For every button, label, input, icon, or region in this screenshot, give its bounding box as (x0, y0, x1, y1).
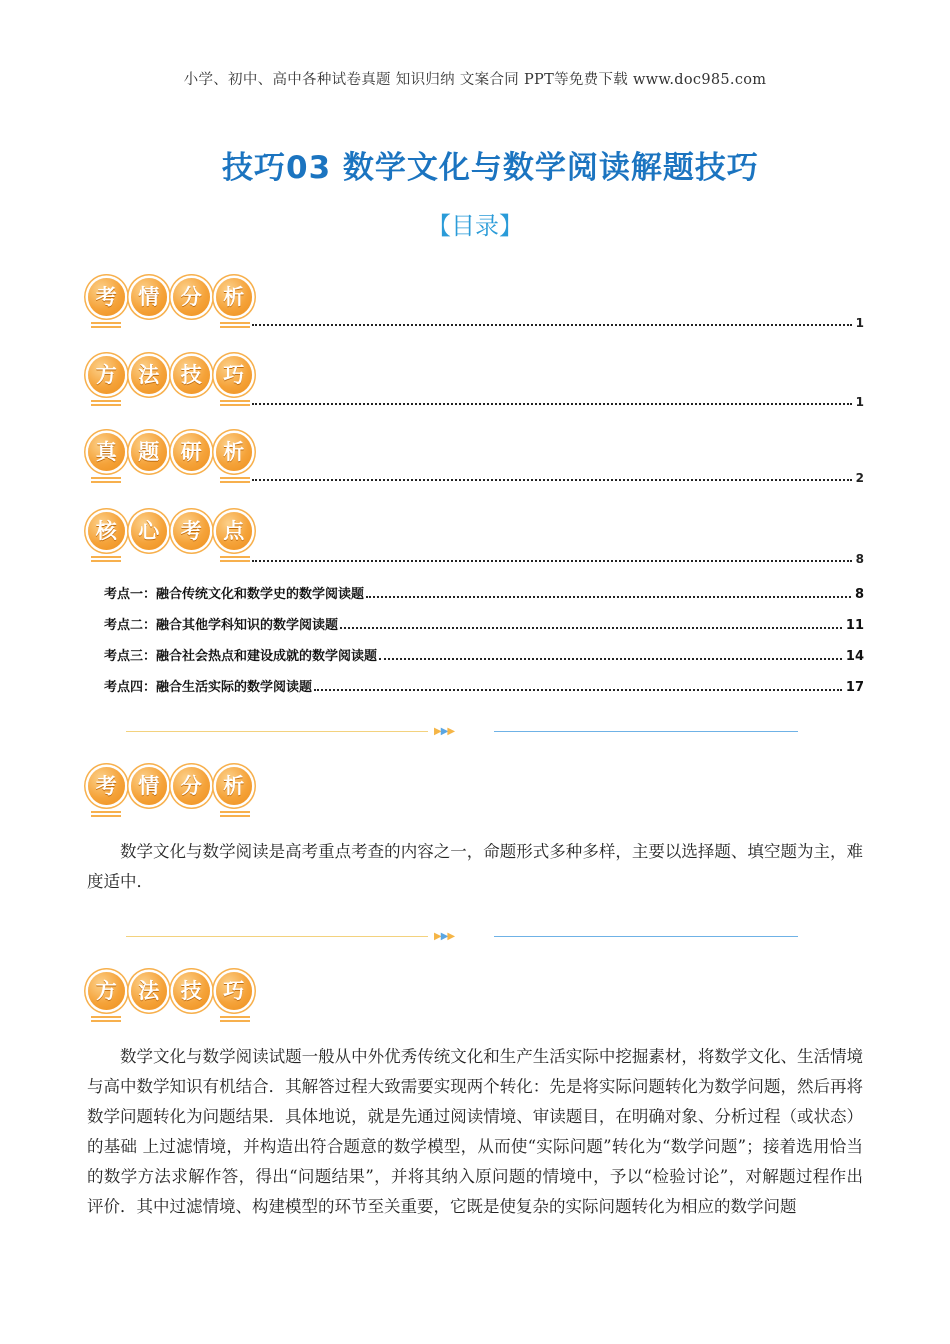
badge-char: 核 (88, 512, 125, 550)
badge-char: 点 (216, 512, 253, 550)
badge-analysis-toc (88, 278, 256, 328)
badge-char: 法 (131, 356, 168, 394)
toc-sub-label: 考点一：融合传统文化和数学史的数学阅读题 (104, 587, 365, 602)
methods-paragraph: 数学文化与数学阅读试题一般从中外优秀传统文化和生产生活实际中挖掘素材，将数学文化、生活情境与高中数学知识有机结合．其解答过程大致需要实现两个转化：先是将实际问题转化为数学问题，然后再将数学问题转化为问题结果．具体地说，就是先通过阅读情境、审读题目，在明确对象、分析过程（或状态）的基础 上过滤情境，并构造出符合题意的数学模型，从而使“实际问题”转化为“数学问题”；接着选用恰当的数学方法求解作答，得出“问题结果”，并将其纳入原问题的情境中，予以“检验讨论”，对解题过程作出评价．其中过滤情境、构建模型的环节至关重要，它既是使复杂的实际问题转化为相应的数学问题 (87, 1047, 863, 1216)
badge-char: 真 (88, 433, 125, 471)
badge-char: 法 (131, 972, 168, 1010)
toc-sub-entry[interactable] (104, 614, 864, 633)
page-header: 小学、初中、高中各种试卷真题 知识归纳 文案合同 PPT等免费下载 www.doc985.com (183, 72, 767, 88)
badge-char: 巧 (216, 356, 253, 394)
badge-char: 研 (173, 433, 210, 471)
badge-char: 考 (88, 767, 125, 805)
badge-methods (88, 972, 256, 1022)
badge-char: 情 (131, 278, 168, 316)
toc-page: 8 (855, 552, 864, 566)
badge-char: 考 (173, 512, 210, 550)
badge-char: 析 (216, 278, 253, 316)
section-divider (126, 931, 800, 943)
toc-sub-page: 14 (845, 649, 864, 664)
badge-methods-toc (88, 356, 256, 406)
toc-sub-page: 11 (845, 618, 864, 633)
badge-char: 方 (88, 972, 125, 1010)
badge-char: 情 (131, 767, 168, 805)
toc-sub-entry[interactable] (104, 645, 864, 664)
badge-core-toc (88, 512, 256, 562)
badge-char: 考 (88, 278, 125, 316)
toc-sub-label: 考点二：融合其他学科知识的数学阅读题 (104, 618, 339, 633)
toc-entry-analysis[interactable] (252, 316, 864, 330)
badge-char: 析 (216, 767, 253, 805)
toc-sub-page: 17 (845, 680, 864, 695)
page-title: 技巧03 数学文化与数学阅读解题技巧 (222, 150, 759, 186)
analysis-paragraph: 数学文化与数学阅读是高考重点考查的内容之一，命题形式多种多样，主要以选择题、填空题为主，难度适中． (87, 842, 863, 891)
badge-char: 心 (131, 512, 168, 550)
badge-real-toc (88, 433, 256, 483)
toc-page: 2 (855, 471, 864, 485)
toc-sub-entry[interactable] (104, 676, 864, 695)
divider-arrows-icon: ▶▶▶ (434, 931, 455, 942)
toc-entry-core[interactable] (252, 552, 864, 566)
badge-char: 技 (173, 356, 210, 394)
toc-entry-real[interactable] (252, 471, 864, 485)
badge-char: 析 (216, 433, 253, 471)
badge-char: 方 (88, 356, 125, 394)
toc-sub-label: 考点三：融合社会热点和建设成就的数学阅读题 (104, 649, 378, 664)
toc-sub-label: 考点四：融合生活实际的数学阅读题 (104, 680, 313, 695)
divider-arrows-icon: ▶▶▶ (434, 726, 455, 737)
badge-char: 分 (173, 767, 210, 805)
toc-entry-methods[interactable] (252, 395, 864, 409)
toc-page: 1 (855, 316, 864, 330)
badge-char: 技 (173, 972, 210, 1010)
badge-analysis (88, 767, 256, 817)
badge-char: 题 (131, 433, 168, 471)
toc-sub-page: 8 (854, 587, 864, 602)
section-divider (126, 726, 800, 738)
toc-sub-entry[interactable] (104, 583, 864, 602)
badge-char: 巧 (216, 972, 253, 1010)
toc-title: 【目录】 (427, 212, 523, 240)
toc-page: 1 (855, 395, 864, 409)
badge-char: 分 (173, 278, 210, 316)
